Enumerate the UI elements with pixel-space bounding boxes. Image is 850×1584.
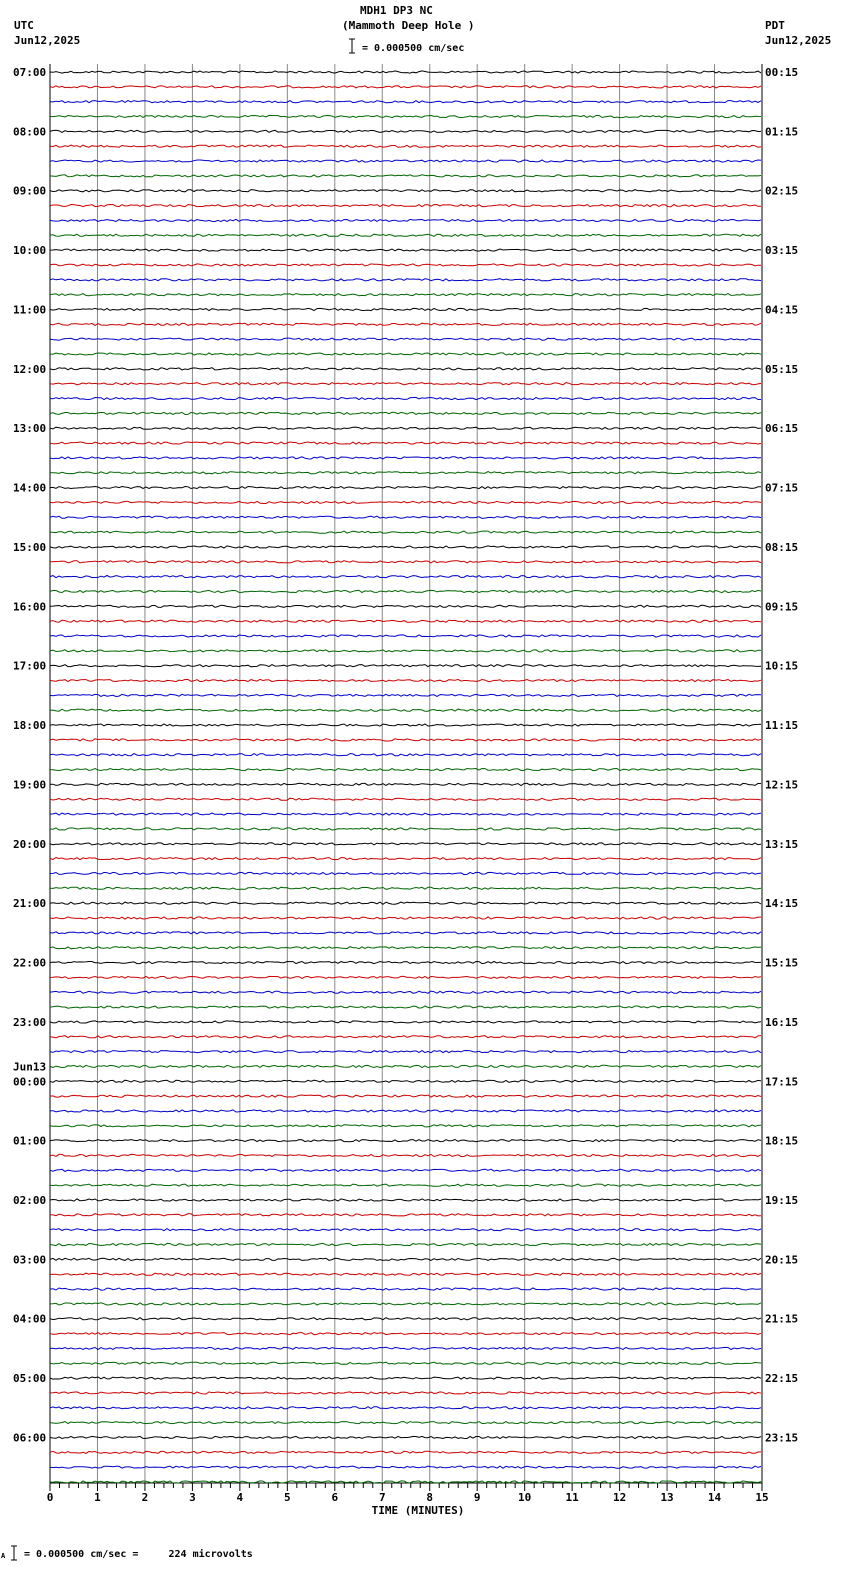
seismic-trace <box>50 264 761 266</box>
seismic-trace <box>50 115 761 117</box>
seismic-trace <box>50 1125 761 1127</box>
x-tick-label: 10 <box>518 1491 532 1504</box>
x-tick-label: 15 <box>755 1491 769 1504</box>
seismic-trace <box>50 427 761 429</box>
seismic-trace <box>50 783 761 785</box>
pdt-hour-label: 05:15 <box>765 362 799 376</box>
seismic-trace <box>50 1288 761 1290</box>
pdt-hour-label: 09:15 <box>765 600 799 614</box>
seismic-trace <box>50 1184 761 1186</box>
utc-hour-label: 03:00 <box>13 1253 47 1267</box>
seismic-trace <box>50 531 761 533</box>
seismic-trace <box>50 961 761 963</box>
utc-hour-label: 16:00 <box>13 600 47 614</box>
seismic-trace <box>50 724 761 726</box>
seismic-trace <box>50 1243 761 1245</box>
x-tick-label: 3 <box>189 1491 196 1504</box>
seismic-trace <box>50 561 761 563</box>
pdt-hour-label: 10:15 <box>765 659 799 673</box>
utc-hour-label: 23:00 <box>13 1015 47 1029</box>
pdt-hour-label: 16:15 <box>765 1015 799 1029</box>
seismic-trace <box>50 294 761 296</box>
seismic-trace <box>50 1095 761 1097</box>
seismic-trace <box>50 947 761 949</box>
seismic-trace <box>50 843 761 845</box>
utc-hour-label: 07:00 <box>13 66 47 79</box>
seismic-trace <box>50 1169 761 1171</box>
pdt-hour-label: 12:15 <box>765 778 799 792</box>
utc-hour-label: 22:00 <box>13 956 47 970</box>
seismic-trace <box>50 1333 761 1335</box>
seismic-trace <box>50 1229 761 1231</box>
seismic-trace <box>50 1466 761 1468</box>
utc-hour-label: 01:00 <box>13 1134 47 1148</box>
utc-hour-label: 09:00 <box>13 184 47 198</box>
seismic-trace <box>50 205 761 207</box>
pdt-hour-label: 03:15 <box>765 244 799 258</box>
x-axis-label: TIME (MINUTES) <box>371 1504 465 1517</box>
x-tick-label: 5 <box>284 1491 291 1504</box>
seismic-trace <box>50 576 761 578</box>
seismic-trace <box>50 487 761 489</box>
seismic-trace <box>50 546 761 548</box>
day-change-label: Jun13 <box>13 1060 47 1074</box>
pdt-hour-label: 15:15 <box>765 956 799 970</box>
scale-label: = 0.000500 cm/sec <box>362 43 465 54</box>
seismic-trace <box>50 130 761 132</box>
seismic-trace <box>50 1347 761 1349</box>
seismic-trace <box>50 1021 761 1023</box>
seismic-trace <box>50 665 761 667</box>
pdt-hour-label: 22:15 <box>765 1372 799 1386</box>
seismic-trace <box>50 516 761 518</box>
seismic-trace <box>50 1110 761 1112</box>
seismic-trace <box>50 1362 761 1364</box>
seismic-trace <box>50 86 761 88</box>
x-tick-label: 8 <box>426 1491 434 1504</box>
seismic-trace <box>50 1036 761 1038</box>
seismic-trace <box>50 694 761 696</box>
seismic-trace <box>50 917 761 919</box>
seismic-trace <box>50 501 761 503</box>
x-tick-label: 7 <box>378 1491 386 1504</box>
seismic-trace <box>50 160 761 162</box>
seismic-trace <box>50 175 761 177</box>
seismic-trace <box>50 709 761 711</box>
seismic-trace <box>50 190 761 192</box>
seismic-trace <box>50 442 761 444</box>
seismic-trace <box>50 1154 761 1156</box>
utc-hour-label: 12:00 <box>13 362 47 376</box>
seismic-trace <box>50 813 761 815</box>
seismic-trace <box>50 368 761 370</box>
seismic-trace <box>50 620 761 622</box>
seismic-trace <box>50 101 761 103</box>
seismic-trace <box>50 412 761 414</box>
footer-scale-note: = 0.000500 cm/sec = 224 microvolts <box>24 1549 253 1560</box>
seismic-trace <box>50 991 761 993</box>
pdt-hour-label: 23:15 <box>765 1431 799 1445</box>
utc-hour-label: 06:00 <box>13 1431 47 1445</box>
seismic-trace <box>50 383 761 385</box>
seismic-trace <box>50 279 761 281</box>
pdt-hour-label: 13:15 <box>765 837 799 851</box>
pdt-hour-label: 01:15 <box>765 125 799 139</box>
seismic-trace <box>50 650 761 652</box>
x-tick-label: 11 <box>565 1491 579 1504</box>
pdt-hour-label: 14:15 <box>765 897 799 911</box>
utc-hour-label: 02:00 <box>13 1194 47 1207</box>
seismic-trace <box>50 679 761 681</box>
pdt-hour-label: 06:15 <box>765 422 799 436</box>
pdt-hour-label: 00:15 <box>765 66 799 79</box>
seismic-trace <box>50 338 761 340</box>
seismic-trace <box>50 1392 761 1394</box>
seismic-trace <box>50 858 761 860</box>
site-title: (Mammoth Deep Hole ) <box>342 19 475 32</box>
seismic-trace <box>50 1303 761 1305</box>
seismic-trace <box>50 1451 761 1453</box>
utc-hour-label: 00:00 <box>13 1075 47 1089</box>
pdt-hour-label: 02:15 <box>765 184 799 198</box>
seismic-trace <box>50 590 761 592</box>
seismic-trace <box>50 635 761 637</box>
seismic-trace <box>50 1051 761 1053</box>
x-tick-label: 12 <box>612 1491 627 1504</box>
x-tick-label: 9 <box>473 1491 481 1504</box>
seismic-trace <box>50 605 761 607</box>
seismic-trace <box>50 353 761 355</box>
utc-hour-label: 14:00 <box>13 481 47 495</box>
seismic-trace <box>50 71 761 73</box>
footer-prefix: A <box>1 1552 6 1560</box>
seismic-trace <box>50 323 761 325</box>
pdt-hour-label: 18:15 <box>765 1134 799 1148</box>
seismic-trace <box>50 872 761 874</box>
utc-hour-label: 20:00 <box>13 837 47 851</box>
seismic-trace <box>50 1214 761 1216</box>
pdt-hour-label: 08:15 <box>765 540 799 554</box>
seismic-trace <box>50 754 761 756</box>
seismic-trace <box>50 1273 761 1275</box>
utc-hour-label: 10:00 <box>13 244 47 258</box>
utc-hour-label: 18:00 <box>13 719 47 733</box>
station-title: MDH1 DP3 NC <box>360 4 433 17</box>
seismic-trace <box>50 1080 761 1082</box>
seismic-trace <box>50 1422 761 1424</box>
x-tick-label: 6 <box>331 1491 339 1504</box>
seismic-trace <box>50 397 761 399</box>
seismic-trace <box>50 769 761 771</box>
seismic-trace <box>50 1006 761 1008</box>
seismic-trace <box>50 472 761 474</box>
utc-hour-label: 08:00 <box>13 125 47 139</box>
seismic-trace <box>50 828 761 830</box>
pdt-hour-label: 11:15 <box>765 719 799 733</box>
pdt-hour-label: 20:15 <box>765 1253 799 1267</box>
seismic-trace <box>50 1377 761 1379</box>
seismic-trace <box>50 1407 761 1409</box>
seismic-trace <box>50 932 761 934</box>
pdt-hour-label: 07:15 <box>765 481 799 495</box>
utc-hour-label: 21:00 <box>13 897 47 911</box>
seismic-trace <box>50 234 761 236</box>
left-date: Jun12,2025 <box>14 34 81 47</box>
pdt-hour-label: 19:15 <box>765 1194 799 1207</box>
seismic-trace <box>50 902 761 904</box>
seismic-trace <box>50 308 761 310</box>
seismic-trace <box>50 1065 761 1067</box>
x-tick-label: 2 <box>141 1491 149 1504</box>
right-date: Jun12,2025 <box>765 34 832 47</box>
seismic-trace <box>50 219 761 221</box>
seismic-trace <box>50 887 761 889</box>
seismic-trace <box>50 1140 761 1142</box>
seismic-trace <box>50 457 761 459</box>
utc-hour-label: 11:00 <box>13 303 47 317</box>
x-tick-label: 1 <box>94 1491 101 1504</box>
seismic-trace <box>50 739 761 741</box>
right-timezone: PDT <box>765 19 785 32</box>
x-tick-label: 0 <box>46 1491 54 1504</box>
x-tick-label: 14 <box>707 1491 722 1504</box>
left-timezone: UTC <box>14 19 34 32</box>
seismic-trace <box>50 145 761 147</box>
utc-hour-label: 04:00 <box>13 1312 47 1326</box>
pdt-hour-label: 04:15 <box>765 303 799 317</box>
seismic-trace <box>50 1258 761 1260</box>
utc-hour-label: 13:00 <box>13 422 47 436</box>
seismic-trace <box>50 1436 761 1438</box>
seismic-trace <box>50 1199 761 1201</box>
pdt-hour-label: 17:15 <box>765 1075 799 1089</box>
utc-hour-label: 17:00 <box>13 659 47 673</box>
utc-hour-label: 05:00 <box>13 1372 47 1386</box>
x-tick-label: 4 <box>236 1491 244 1504</box>
seismic-trace <box>50 1318 761 1320</box>
x-tick-label: 13 <box>660 1491 674 1504</box>
pdt-hour-label: 21:15 <box>765 1312 799 1326</box>
utc-hour-label: 19:00 <box>13 778 47 792</box>
seismic-trace <box>50 798 761 800</box>
seismic-trace <box>50 976 761 978</box>
utc-hour-label: 15:00 <box>13 540 47 554</box>
seismic-trace <box>50 249 761 251</box>
